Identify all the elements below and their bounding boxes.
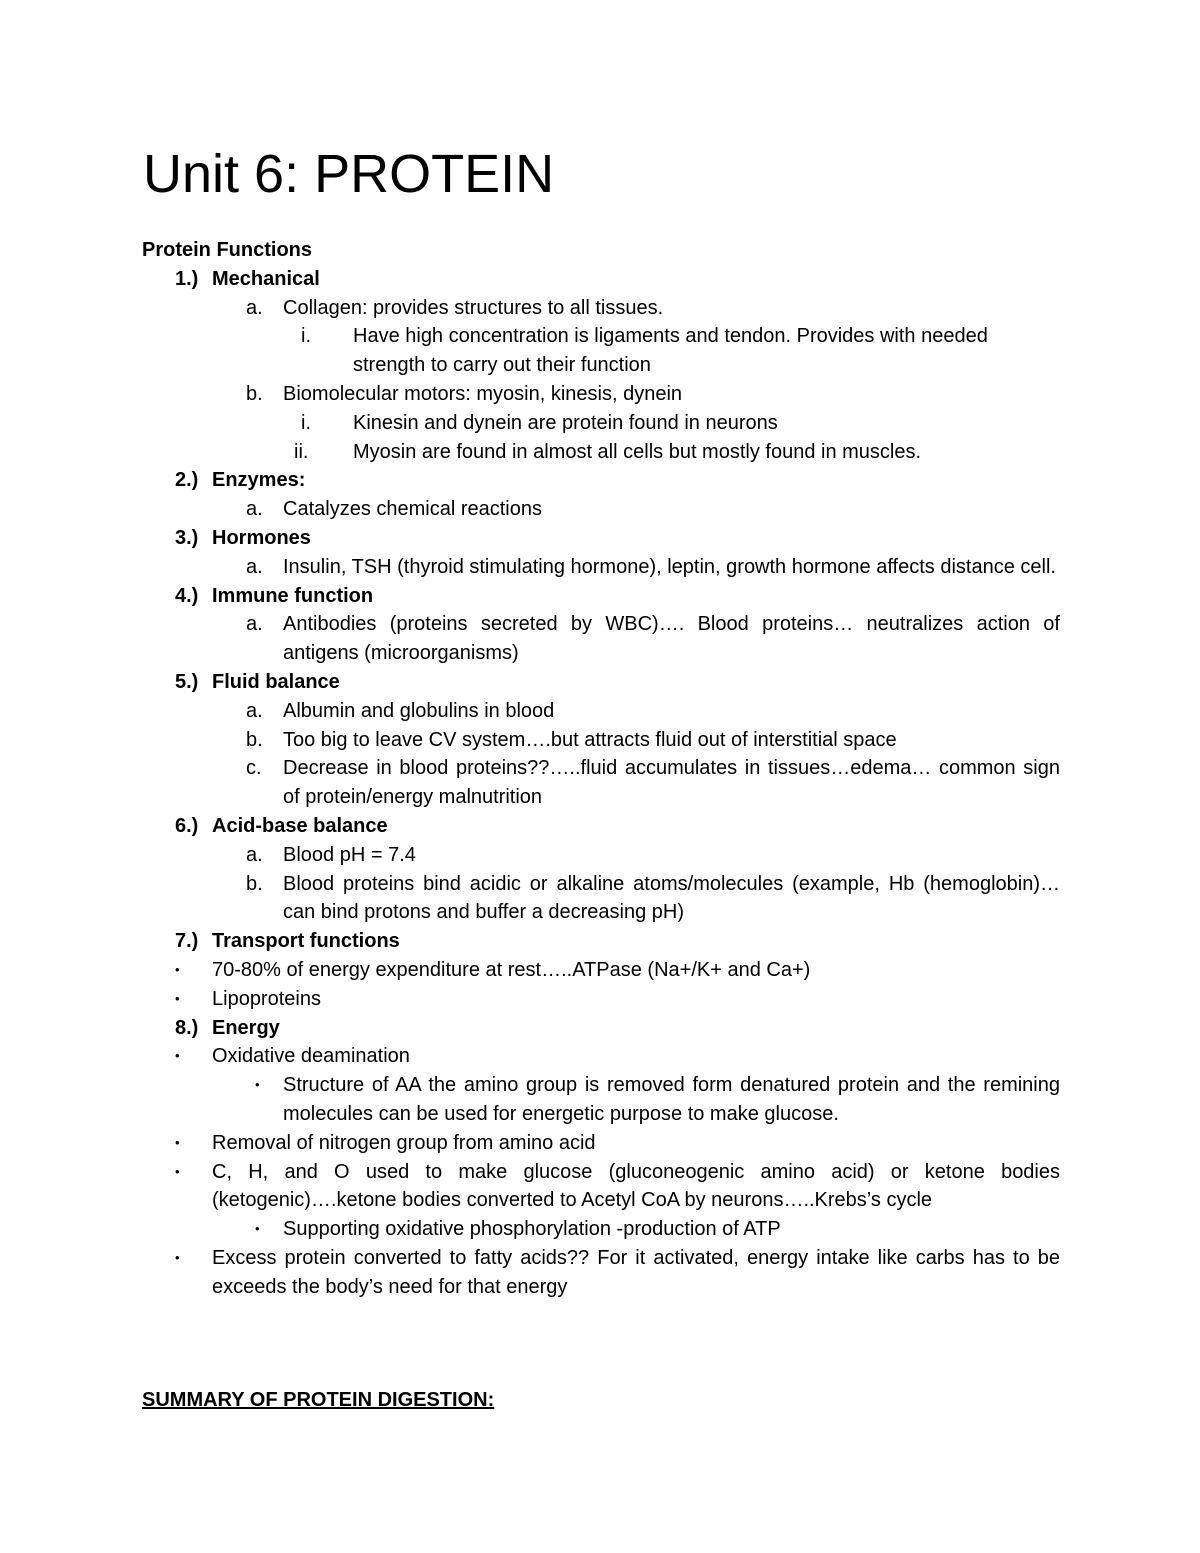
bullet-text: Structure of AA the amino group is removed form denatured protein and the remining molecules can be used for energetic purpose to make glucose. <box>283 1074 1060 1125</box>
bullet-text: Lipoproteins <box>212 987 321 1010</box>
list-marker: a. <box>246 498 263 521</box>
list-item <box>142 726 1060 755</box>
list-marker: 3.) <box>175 526 199 549</box>
list-item-text: Blood pH = 7.4 <box>283 843 416 866</box>
list-item <box>142 841 1060 870</box>
list-item <box>142 754 1060 812</box>
document-body <box>142 236 1060 1301</box>
list-item-label: Enzymes: <box>212 469 306 492</box>
list-marker: i. <box>301 325 311 348</box>
list-item-label: Transport functions <box>212 930 400 953</box>
list-item-label: Hormones <box>212 526 311 549</box>
list-item-text: Insulin, TSH (thyroid stimulating hormone), leptin, growth hormone affects distance cell. <box>283 555 1056 578</box>
list-item-transport-functions <box>142 927 1060 956</box>
list-item-label: Mechanical <box>212 267 320 290</box>
bullet-icon: • <box>255 1077 260 1093</box>
bullet-icon: • <box>175 990 180 1006</box>
list-item <box>142 870 1060 928</box>
list-marker: i. <box>301 411 311 434</box>
list-marker: 7.) <box>175 930 199 953</box>
list-marker: 5.) <box>175 670 199 693</box>
list-item-enzymes <box>142 466 1060 495</box>
list-item-label: Acid-base balance <box>212 814 388 837</box>
bullet-item <box>142 1215 1060 1244</box>
list-marker: 1.) <box>175 267 199 290</box>
section-heading: Protein Functions <box>142 239 312 261</box>
list-item-mechanical <box>142 265 1060 294</box>
list-item <box>142 380 1060 409</box>
bullet-item <box>142 1071 1060 1129</box>
list-marker: ii. <box>294 440 309 463</box>
list-marker: a. <box>246 555 263 578</box>
bullet-item <box>142 1244 1060 1302</box>
list-marker: c. <box>246 757 262 780</box>
bullet-item <box>142 956 1060 985</box>
bullet-text: Supporting oxidative phosphorylation -production of ATP <box>283 1218 781 1241</box>
bullet-text: Removal of nitrogen group from amino acid <box>212 1131 596 1154</box>
list-item-label: Fluid balance <box>212 670 340 693</box>
list-item-text: Myosin are found in almost all cells but mostly found in muscles. <box>353 440 922 463</box>
list-item-text: Catalyzes chemical reactions <box>283 498 542 521</box>
bullet-icon: • <box>255 1221 260 1237</box>
list-item-acid-base-balance <box>142 812 1060 841</box>
list-item-text: Decrease in blood proteins??…..fluid accumulates in tissues…edema… common sign of protein/energy malnutrition <box>283 757 1060 809</box>
list-item-text: Biomolecular motors: myosin, kinesis, dynein <box>283 382 683 405</box>
bullet-text: C, H, and O used to make glucose (gluconeogenic amino acid) or ketone bodies (ketogenic)….ketone bodies converted to Acetyl CoA by neurons…..Krebs’s cycle <box>212 1160 1060 1212</box>
list-item-label: Energy <box>212 1016 280 1039</box>
list-marker: a. <box>246 296 263 319</box>
list-item <box>142 610 1060 668</box>
list-marker: 2.) <box>175 469 199 492</box>
bullet-icon: • <box>175 961 180 977</box>
list-item <box>142 697 1060 726</box>
list-item <box>142 409 1060 438</box>
list-marker: b. <box>246 728 263 751</box>
list-item-text: Too big to leave CV system….but attracts fluid out of interstitial space <box>283 728 897 751</box>
list-item <box>142 495 1060 524</box>
bullet-item <box>142 1042 1060 1071</box>
bullet-text: 70-80% of energy expenditure at rest…..ATPase (Na+/K+ and Ca+) <box>212 958 811 981</box>
bullet-icon: • <box>175 1048 180 1064</box>
list-item <box>142 294 1060 323</box>
list-marker: 4.) <box>175 584 199 607</box>
list-item-fluid-balance <box>142 668 1060 697</box>
bullet-item <box>142 1158 1060 1216</box>
bullet-item <box>142 985 1060 1014</box>
list-marker: a. <box>246 843 263 866</box>
list-item-text: Kinesin and dynein are protein found in neurons <box>353 411 778 434</box>
list-item-energy <box>142 1014 1060 1043</box>
list-marker: 8.) <box>175 1016 199 1039</box>
list-item-text: Blood proteins bind acidic or alkaline atoms/molecules (example, Hb (hemoglobin)… can bind protons and buffer a decreasing pH) <box>283 872 1060 924</box>
list-marker: a. <box>246 613 263 636</box>
summary-heading: SUMMARY OF PROTEIN DIGESTION: <box>142 1389 495 1411</box>
list-marker: b. <box>246 872 263 895</box>
bullet-text: Excess protein converted to fatty acids?? For it activated, energy intake like carbs has to be exceeds the body’s need for that energy <box>212 1246 1060 1298</box>
list-marker: 6.) <box>175 814 199 837</box>
list-marker: b. <box>246 382 263 405</box>
list-item-hormones <box>142 524 1060 553</box>
bullet-icon: • <box>175 1134 180 1150</box>
page-title: Unit 6: PROTEIN <box>143 144 555 204</box>
bullet-text: Oxidative deamination <box>212 1045 410 1068</box>
list-item-text: Antibodies (proteins secreted by WBC)…. Blood proteins… neutralizes action of antigens (microorganisms) <box>283 613 1060 665</box>
list-item <box>142 438 1060 467</box>
bullet-item <box>142 1129 1060 1158</box>
list-item-text: Have high concentration is ligaments and tendon. Provides with needed strength to carry out their function <box>353 325 988 377</box>
list-item <box>142 553 1060 582</box>
list-item-text: Collagen: provides structures to all tissues. <box>283 296 664 319</box>
list-item-text: Albumin and globulins in blood <box>283 699 555 722</box>
bullet-icon: • <box>175 1249 180 1265</box>
list-item-label: Immune function <box>212 584 374 607</box>
list-item <box>142 322 1060 380</box>
list-item-immune-function <box>142 582 1060 611</box>
list-marker: a. <box>246 699 263 722</box>
bullet-icon: • <box>175 1163 180 1179</box>
